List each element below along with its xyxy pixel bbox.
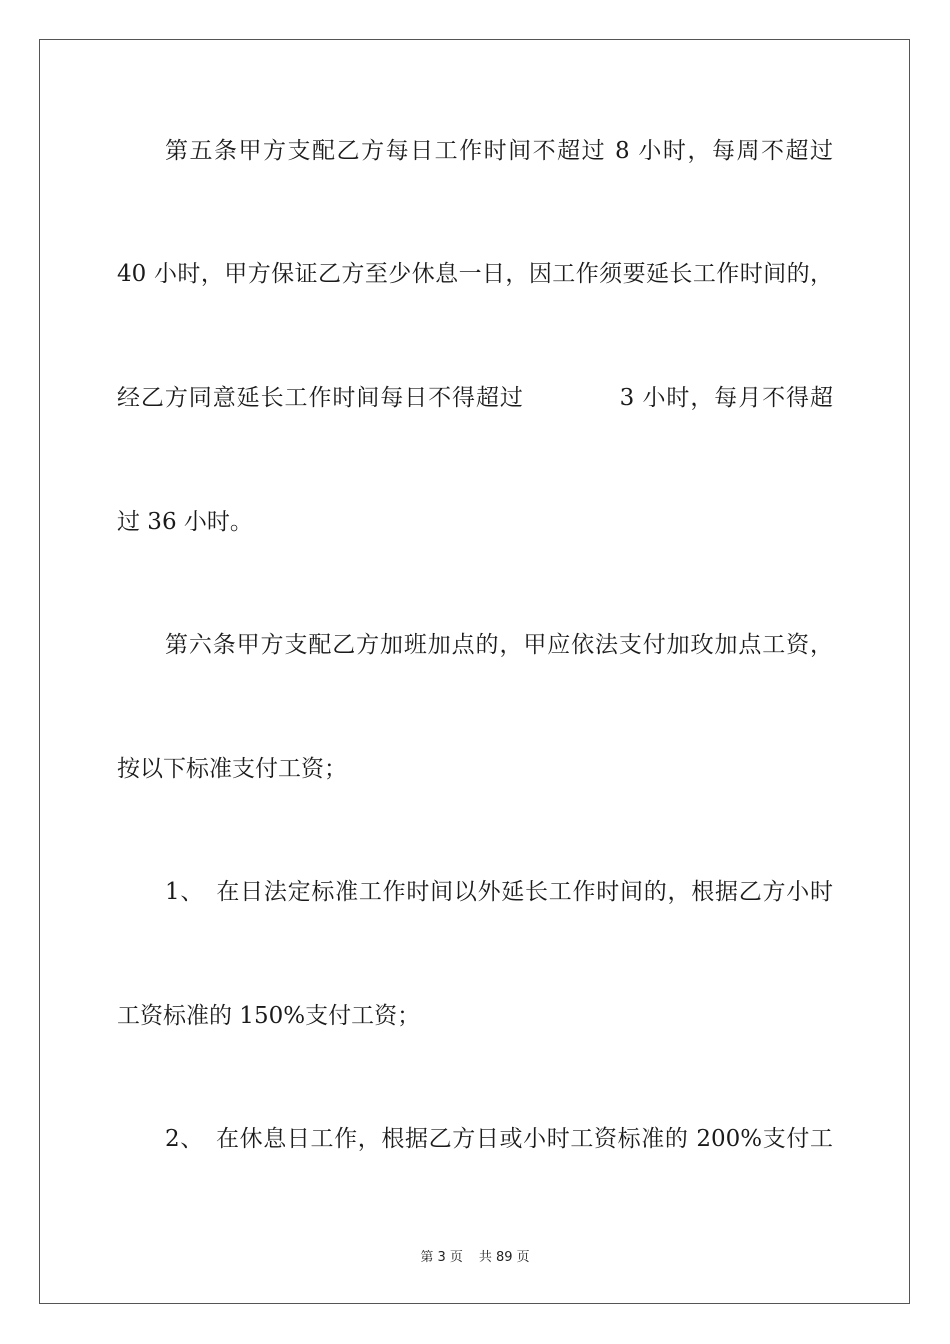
- list-item-line: 1、 在日法定标准工作时间以外延长工作时间的，根据乙方小时: [165, 879, 833, 905]
- paragraph-line: 第六条甲方支配乙方加班加点的，甲应依法支付加玫加点工资，: [165, 632, 833, 658]
- page-number: 第 3 页: [420, 1250, 463, 1265]
- page-total: 共 89 页: [478, 1250, 530, 1265]
- page-footer: [0, 1246, 950, 1265]
- page-frame: [39, 39, 910, 1304]
- paragraph-line: 过 36 小时。: [117, 509, 253, 535]
- list-item-line: 工资标准的 150%支付工资；: [117, 1003, 421, 1029]
- paragraph-line: 40 小时，甲方保证乙方至少休息一日，因工作须要延长工作时间的，: [117, 261, 833, 287]
- paragraph-line: 经乙方同意延长工作时间每日不得超过 3 小时，每月不得超: [117, 385, 833, 411]
- list-item-line: 2、 在休息日工作，根据乙方日或小时工资标准的 200%支付工: [165, 1126, 833, 1152]
- paragraph-line: 第五条甲方支配乙方每日工作时间不超过 8 小时，每周不超过: [165, 138, 833, 164]
- paragraph-line: 按以下标准支付工资；: [117, 756, 347, 782]
